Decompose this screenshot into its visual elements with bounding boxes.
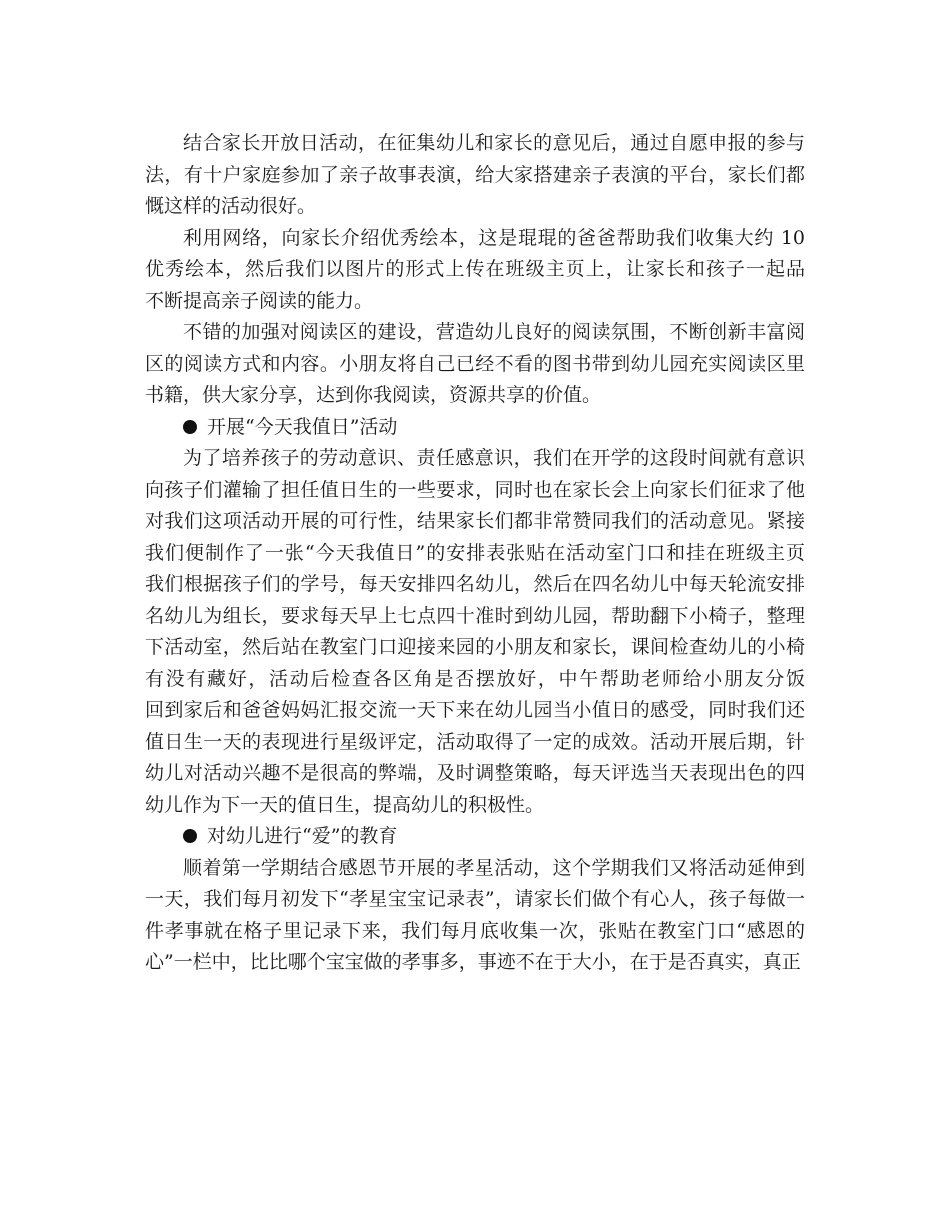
text-line: 幼儿作为下一天的值日生，提高幼儿的积极性。 — [145, 793, 545, 816]
text-line: 我们便制作了一张“今天我值日”的安排表张贴在活动室门口和挂在班级主页 — [145, 541, 805, 564]
text-line: 不断提高亲子阅读的能力。 — [145, 289, 374, 312]
section-heading-text: 对幼儿进行“爱”的教育 — [207, 825, 398, 847]
text-line: 为了培养孩子的劳动意识、责任感意识，我们在开学的这段时间就有意识 — [183, 447, 805, 469]
bullet-icon — [183, 420, 197, 434]
section-heading-text: 开展“今天我值日”活动 — [207, 415, 398, 438]
text-line: 对我们这项活动开展的可行性，结果家长们都非常赞同我们的活动意见。紧接 — [145, 510, 805, 532]
text-line: 向孩子们灌输了担任值日生的一些要求，同时也在家长会上向家长们征求了他 — [145, 478, 805, 501]
section-heading — [145, 412, 805, 444]
paragraph — [145, 853, 805, 979]
text-line: 慨这样的活动很好。 — [145, 195, 317, 217]
text-line: 书籍，供大家分享，达到你我阅读，资源共享的价值。 — [145, 384, 602, 406]
paragraph — [145, 223, 805, 318]
text-line: 下活动室，然后站在教室门口迎接来园的小朋友和家长，课间检查幼儿的小椅 — [145, 636, 805, 658]
bullet-icon — [183, 829, 197, 843]
section-heading — [145, 821, 805, 853]
text-line: 优秀绘本，然后我们以图片的形式上传在班级主页上，让家长和孩子一起品 — [145, 258, 805, 280]
text-line: 值日生一天的表现进行星级评定，活动取得了一定的成效。活动开展后期，针 — [145, 730, 805, 753]
text-line: 法，有十户家庭参加了亲子故事表演，给大家搭建亲子表演的平台，家长们都 — [145, 163, 805, 186]
text-line: 名幼儿为组长，要求每天早上七点四十准时到幼儿园，帮助翻下小椅子，整理 — [145, 604, 805, 627]
text-line: 一天，我们每月初发下“孝星宝宝记录表”，请家长们做个有心人，孩子每做一 — [145, 888, 805, 910]
document-body — [145, 128, 805, 979]
text-line: 幼儿对活动兴趣不是很高的弊端，及时调整策略，每天评选当天表现出色的四 — [145, 762, 805, 784]
text-line: 结合家长开放日活动，在征集幼儿和家长的意见后，通过自愿申报的参与 — [183, 132, 805, 154]
text-line: 顺着第一学期结合感恩节开展的孝星活动，这个学期我们又将活动延伸到 — [183, 856, 805, 879]
text-line: 利用网络，向家长介绍优秀绘本，这是琨琨的爸爸帮助我们收集大约 10 — [183, 226, 805, 249]
paragraph — [145, 443, 805, 821]
text-line: 有没有藏好，活动后检查各区角是否摆放好，中午帮助老师给小朋友分饭 — [145, 667, 805, 690]
paragraph — [145, 317, 805, 412]
text-line: 件孝事就在格子里记录下来，我们每月底收集一次，张贴在教室门口“感恩的 — [145, 919, 805, 942]
paragraph — [145, 128, 805, 223]
text-line: 心”一栏中，比比哪个宝宝做的孝事多，事迹不在于大小，在于是否真实，真正 — [145, 951, 801, 973]
text-line: 回到家后和爸爸妈妈汇报交流一天下来在幼儿园当小值日的感受，同时我们还 — [145, 699, 805, 721]
text-line: 区的阅读方式和内容。小朋友将自己已经不看的图书带到幼儿园充实阅读区里 — [145, 352, 805, 375]
text-line: 我们根据孩子们的学号，每天安排四名幼儿，然后在四名幼儿中每天轮流安排 — [145, 573, 805, 595]
text-line: 不错的加强对阅读区的建设，营造幼儿良好的阅读氛围，不断创新丰富阅 — [183, 321, 805, 343]
